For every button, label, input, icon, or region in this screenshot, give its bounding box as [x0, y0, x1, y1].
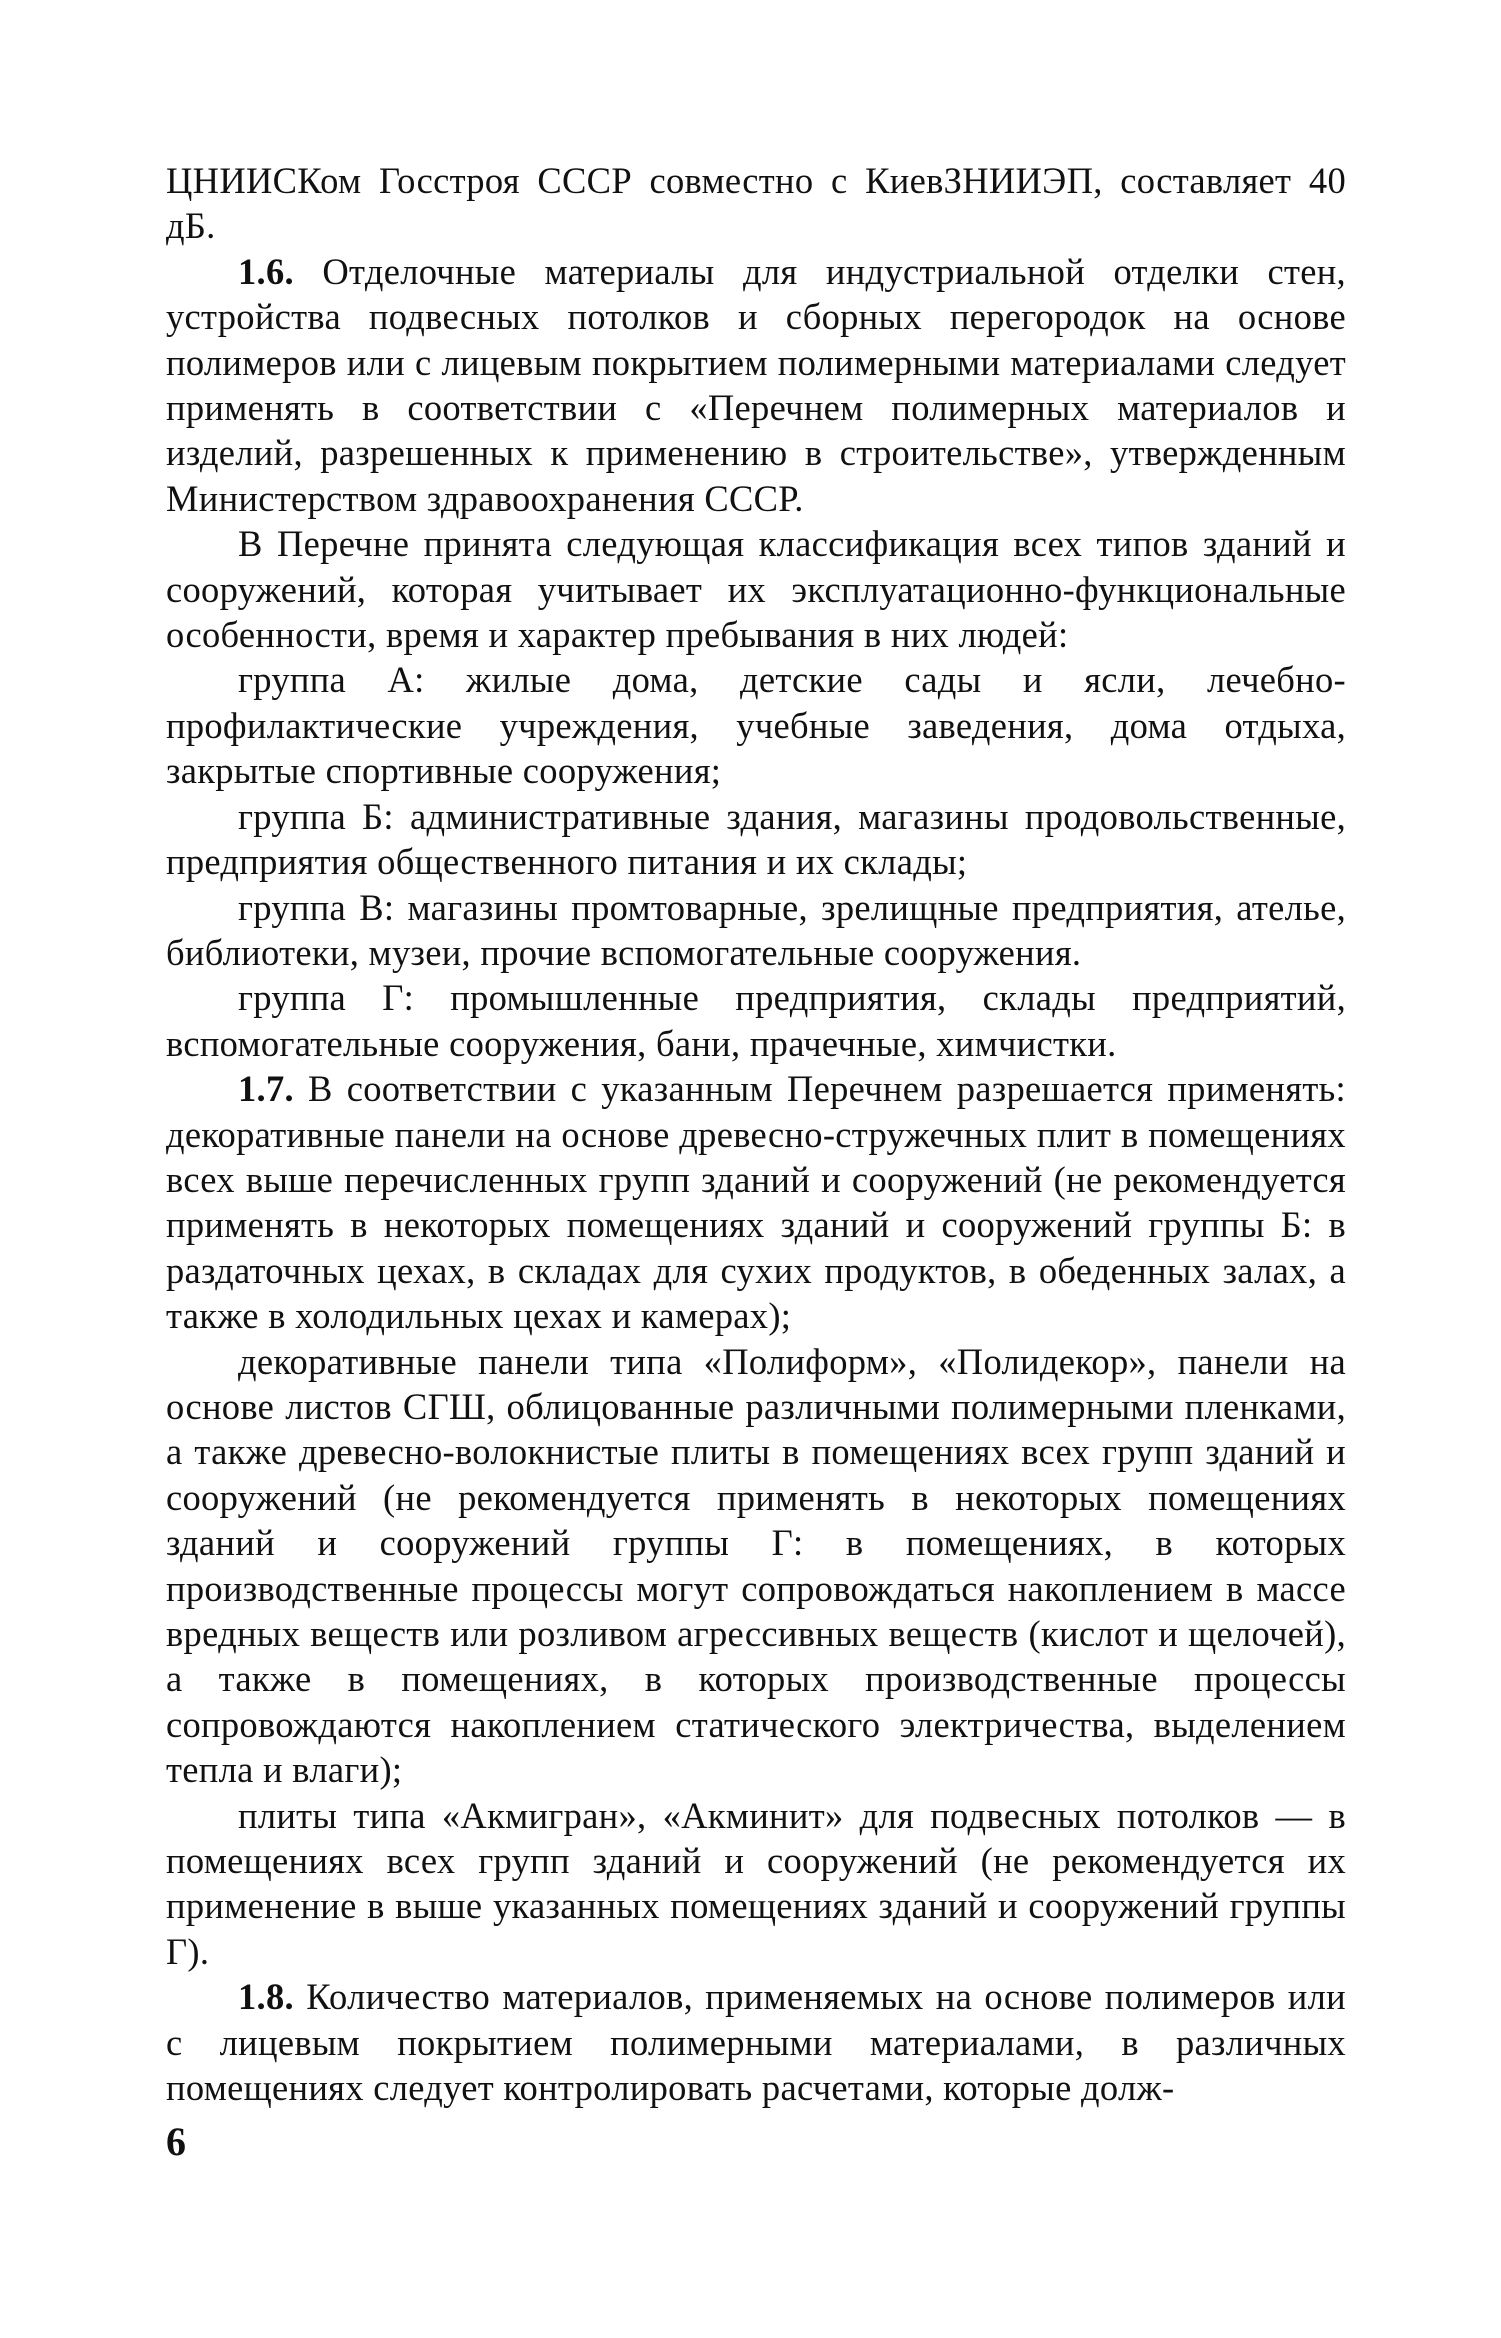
- paragraph-continuation: [166, 158, 1346, 249]
- paragraph-text: Количество материалов, применяемых на основе полимеров или с лицевым покрытием полимерными материалами, в различных помещениях следует контролировать расчетами, которые долж-: [166, 1976, 1346, 2109]
- paragraph-group-g: [166, 975, 1346, 1066]
- paragraph-1-8: [166, 1974, 1346, 2110]
- paragraph-1-6: [166, 249, 1346, 521]
- paragraph-text: Отделочные материалы для индустриальной отделки стен, устройства подвесных потолков и сборных перегородок на основе полимеров или с лицевым покрытием полимерными материалами следует применять в соответствии с «Перечнем полимерных материалов и изделий, разрешенных к применению в строительстве», утвержденным Министерством здравоохранения СССР.: [166, 250, 1346, 519]
- paragraph-classification: [166, 521, 1346, 657]
- paragraph-text: группа Г: промышленные предприятия, склады предприятий, вспомогательные сооружения, бани, прачечные, химчистки.: [166, 977, 1346, 1064]
- paragraph-text: группа Б: административные здания, магазины продовольственные, предприятия общественного питания и их склады;: [166, 795, 1346, 883]
- paragraph-text: В Перечне принята следующая классификация всех типов зданий и сооружений, которая учитывает их эксплуатационно-функциональные особенности, время и характер пребывания в них людей:: [166, 523, 1346, 656]
- paragraph-text: ЦНИИСКом Госстроя СССР совместно с КиевЗНИИЭП, составляет 40 дБ.: [166, 160, 1346, 247]
- paragraph-decorative-panels: [166, 1339, 1346, 1793]
- paragraph-1-7: [166, 1066, 1346, 1338]
- paragraph-text: декоративные панели типа «Полиформ», «Полидекор», панели на основе листов СГШ, облицованные различными полимерными пленками, а также древесно-волокнистые плиты в помещениях всех групп зданий и сооружений (не рекомендуется применять в некоторых помещениях зданий и сооружений группы Г: в помещениях, в которых производственные процессы могут сопровождаться накоплением в массе вредных веществ или розливом агрессивных веществ (кислот и щелочей), а также в помещениях, в которых производственные процессы сопровождаются накоплением статического электричества, выделением тепла и влаги);: [166, 1340, 1346, 1791]
- paragraph-number: 1.6.: [238, 250, 294, 292]
- page-number: 6: [166, 2119, 186, 2164]
- paragraph-number: 1.8.: [238, 1976, 294, 2018]
- paragraph-text: группа В: магазины промтоварные, зрелищные предприятия, ателье, библиотеки, музеи, прочие вспомогательные сооружения.: [166, 886, 1346, 973]
- paragraph-group-a: [166, 657, 1346, 793]
- paragraph-text: группа А: жилые дома, детские сады и ясли, лечебно-профилактические учреждения, учебные заведения, дома отдыха, закрытые спортивные сооружения;: [166, 659, 1346, 792]
- paragraph-ceiling-plates: [166, 1793, 1346, 1975]
- paragraph-text: В соответствии с указанным Перечнем разрешается применять: декоративные панели на основе древесно-стружечных плит в помещениях всех выше перечисленных групп зданий и сооружений (не рекомендуется применять в некоторых помещениях зданий и сооружений группы Б: в раздаточных цехах, в складах для сухих продуктов, в обеденных залах, а также в холодильных цехах и камерах);: [166, 1068, 1346, 1337]
- paragraph-number: 1.7.: [238, 1068, 294, 1110]
- paragraph-group-v: [166, 885, 1346, 976]
- paragraph-text: плиты типа «Акмигран», «Акминит» для подвесных потолков — в помещениях всех групп зданий и сооружений (не рекомендуется их применение в выше указанных помещениях зданий и сооружений группы Г).: [166, 1794, 1346, 1972]
- paragraph-group-b: [166, 794, 1346, 885]
- body-text: [166, 158, 1346, 2110]
